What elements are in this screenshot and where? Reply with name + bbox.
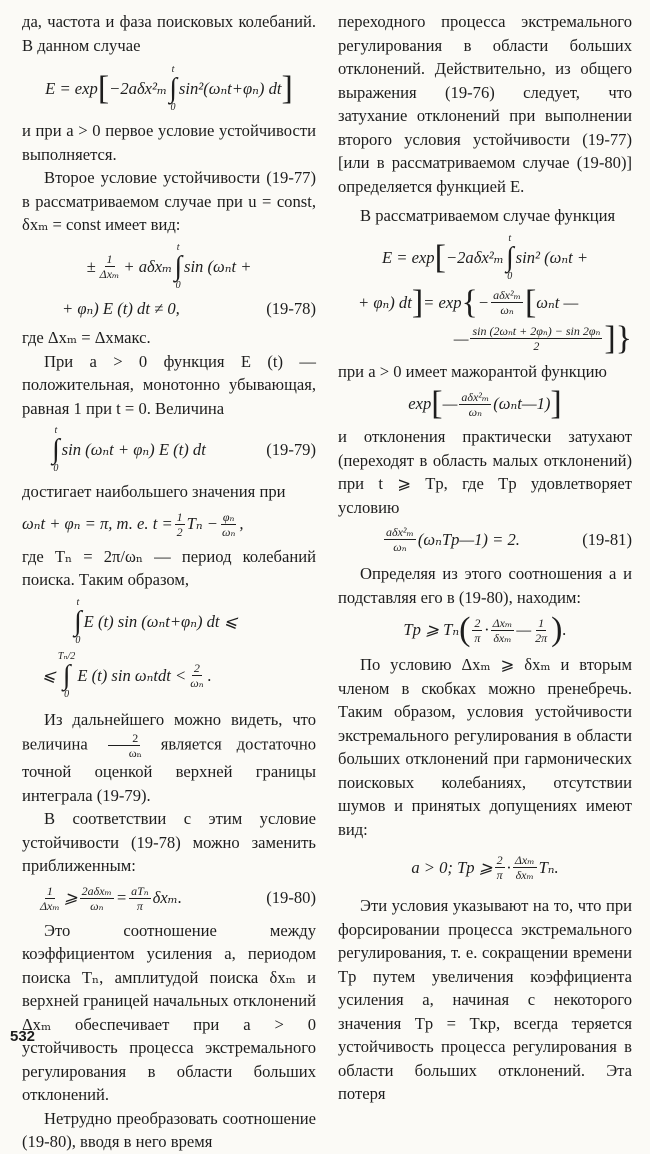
paragraph: По условию Δxₘ ⩾ δxₘ и вторым членом в скобках можно пренебречь. Таким образом, условия устойчивости экстремального регулирования в области больших отклонений при гармонических поисковых колебаниях, отсутствии шумов и принятых допущениях имеют вид:	[338, 655, 632, 839]
paragraph: где Δxₘ = Δxмакс.	[22, 328, 151, 347]
equation-number: (19-81)	[582, 529, 632, 549]
page-number: 532	[10, 1028, 36, 1045]
paragraph: Нетрудно преобразовать соотношение (19-80), вводя в него время	[22, 1108, 316, 1151]
paragraph: достигает наибольшего значения при	[22, 482, 286, 501]
equation-tr-bound: Tр ⩾ Tₙ ( 2 π · Δxₘ δxₘ — 1 2π ) .	[403, 611, 567, 648]
equation-19-80: 1 Δxₘ ⩾ 2aδxₘ ωₙ = aTₙ π δxₘ. (19-80)	[40, 883, 316, 913]
integral-sign: t ∫ 0	[505, 232, 514, 282]
equation-19-78-line2: + φₙ) E (t) dt ≠ 0, (19-78)	[22, 297, 316, 321]
equation-e-line1: E = exp [ −2aδx²ₘ t ∫ 0 sin² (ωₙt +	[381, 232, 589, 282]
paragraph: переходного процесса экстремального регулирования в области больших отклонений. Действительно, из общего выражения (19-76) следует, что затухание отклонений при выполнении второго условия устойчивости (19-77) [или в рассматриваемом случае (19-80)] определяется функцией E.	[338, 12, 632, 196]
right-column	[338, 10, 632, 1106]
equation-19-79: t ∫ 0 sin (ωₙt + φₙ) E (t) dt (19-79)	[52, 425, 316, 474]
paragraph: при a > 0 имеет мажорантой функцию	[338, 361, 607, 381]
equation-19-78-line1: ± 1 Δxₘ + aδxₘ t ∫ 0 sin (ωₙt +	[86, 241, 252, 291]
integral-sign: Tₙ/2 ∫ 0	[57, 650, 76, 700]
paragraph: где Tₙ = 2π/ωₙ — период колебаний поиска. Таким образом,	[22, 546, 316, 589]
fraction: 1 Δxₘ	[99, 252, 120, 281]
paragraph: и отклонения практически затухают (переходят в область малых отклонений) при t ⩾ Tр, где Tр удовлетворяет условию	[338, 427, 632, 517]
paragraph: Из дальнейшего можно видеть, что величина $\frac{2}{\text{ωₙ}}$ является достаточно точной оценкой верхней границы интеграла (19-79).	[22, 709, 316, 805]
paragraph: да, частота и фаза поисковых колебаний. В данном случае	[22, 12, 316, 55]
equation-number: (19-78)	[266, 298, 316, 318]
equation-majorant: exp [ — aδx²ₘ ωₙ (ωₙt—1) ]	[408, 385, 562, 422]
equation-19-81: aδx²ₘ ωₙ (ωₙTр—1) = 2. (19-81)	[386, 525, 632, 554]
paragraph: При a > 0 функция E (t) — положительная, монотонно убывающая, равная 1 при t = 0. Величина	[22, 351, 316, 418]
equation-e-line2: + φₙ) dt ] = exp { − aδx²ₘ ωₙ [ ωₙt —	[358, 283, 579, 321]
equation-bound-line1: t ∫ 0 E (t) sin (ωₙt+φₙ) dt ⩽	[74, 596, 238, 646]
paragraph: Второе условие устойчивости (19-77) в рассматриваемом случае при u = const, δxₘ = const имеет вид:	[22, 168, 316, 234]
equation-bound-line2: ⩽ Tₙ/2 ∫ 0 E (t) sin ωₙtdt < 2 ωₙ .	[42, 650, 212, 700]
paragraph: В рассматриваемом случае функция	[360, 206, 616, 225]
paragraph: и при a > 0 первое условие устойчивости выполняется.	[22, 121, 316, 164]
integral-sign: t ∫ 0	[74, 596, 82, 646]
paragraph: Эти условия указывают на то, что при форсировании процесса экстремального регулирования, т. е. сокращении времени Tр путем увеличения коэффициента усиления a, начиная с некоторого значения Tр = Tкр, всегда теряется устойчивость процесса регулирования в области больших отклонений. Эта потеря	[338, 896, 632, 1103]
paragraph: В соответствии с этим условие устойчивости (19-78) можно заменить приближенным:	[22, 809, 316, 875]
integral-sign: t ∫ 0	[174, 241, 182, 291]
equation-number: (19-80)	[266, 888, 316, 908]
equation-t-max: ωₙt + φₙ = π, т. е. t = $\frac{1}{2}$ Tₙ − $\frac{\text{φₙ}}{\text{ωₙ}}$ ,	[22, 509, 244, 539]
integral-sign: t ∫ 0	[169, 64, 177, 113]
equation-e-definition: E = exp [ −2aδx²ₘ t ∫ 0 sin²(ωₙt+φₙ) dt ]	[45, 64, 293, 113]
paragraph: Определяя из этого соотношения a и подставляя его в (19-80), находим:	[338, 564, 632, 607]
equation-e-line3: — sin (2ωₙt + 2φₙ) − sin 2φₙ 2 ]}	[453, 319, 632, 357]
paragraph: Это соотношение между коэффициентом усиления a, периодом поиска Tₙ, амплитудой поиска δxₘ и верхней границей начальных отклонений Δxₘ обеспечивает при a > 0 устойчивость процесса экстремального регулирования в области больших отклонений.	[22, 920, 316, 1104]
equation-number: (19-79)	[266, 440, 316, 460]
integral-sign: t ∫ 0	[52, 425, 60, 474]
equation-stability-conditions: a > 0; Tр ⩾ 2 π · Δxₘ δxₘ Tₙ.	[411, 853, 559, 882]
left-column	[22, 10, 316, 1154]
